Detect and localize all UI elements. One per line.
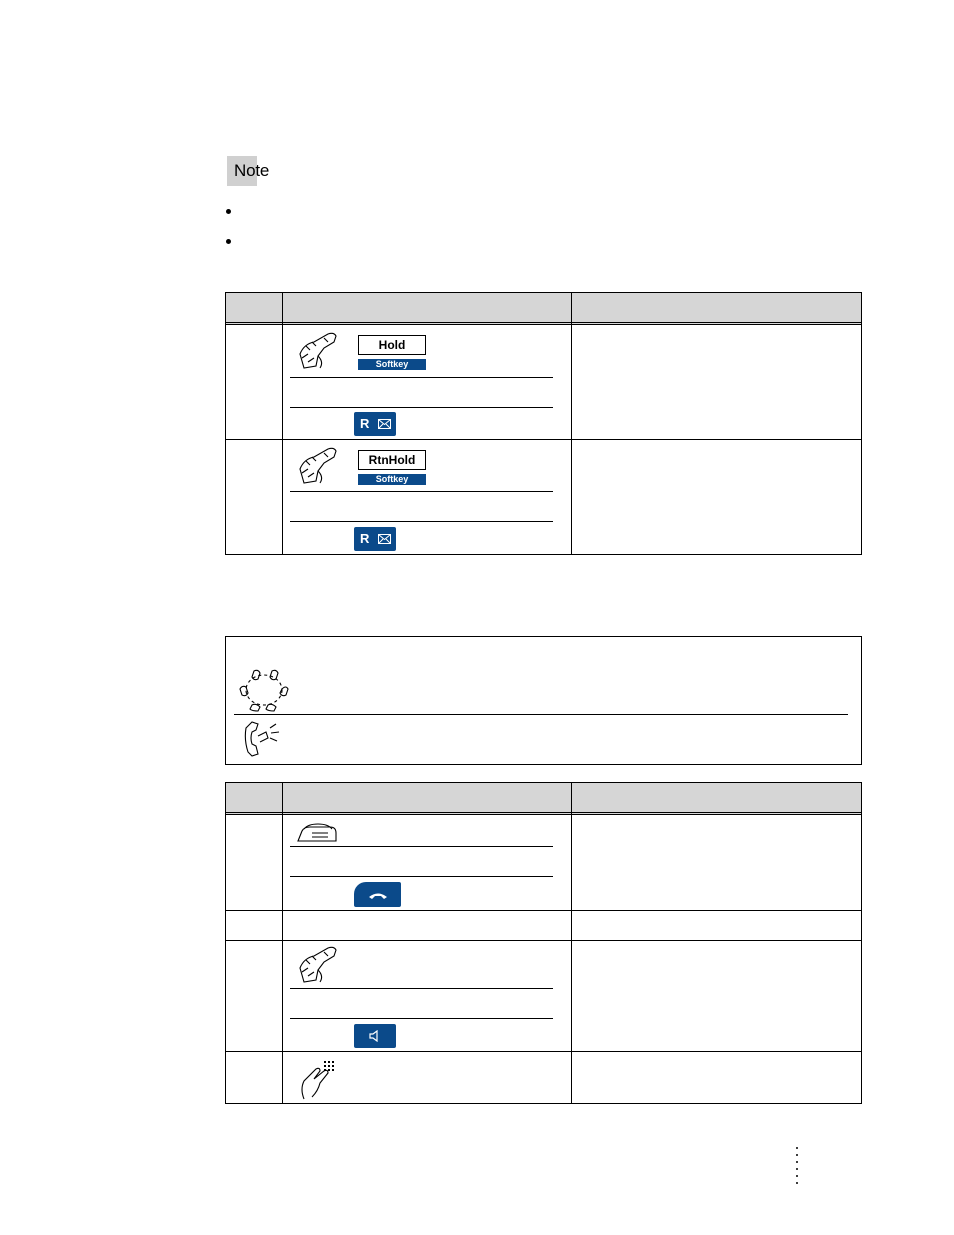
page-marker-dot [796, 1154, 798, 1156]
call-table-header [226, 783, 861, 815]
envelope-icon [378, 534, 391, 544]
option-separator [290, 491, 553, 492]
recall-message-key[interactable] [354, 412, 396, 436]
envelope-icon [378, 419, 391, 429]
option-separator [290, 988, 553, 989]
row-divider [226, 1051, 861, 1052]
note-bullet-2 [226, 239, 231, 244]
desk-phone-icon [294, 823, 340, 843]
page-marker-dot [796, 1168, 798, 1170]
hold-table [225, 292, 862, 555]
column-divider [571, 783, 572, 1103]
rtnhold-softkey-label[interactable]: RtnHold [358, 450, 426, 470]
speaker-key[interactable] [354, 1024, 396, 1048]
page-marker-dot [796, 1175, 798, 1177]
recall-message-key[interactable] [354, 527, 396, 551]
column-divider [571, 293, 572, 554]
recall-key-label: R [360, 531, 370, 546]
handset-in-hand-icon [294, 447, 342, 487]
page-marker-dot [796, 1147, 798, 1149]
softkey-caption: Softkey [358, 359, 426, 370]
page-marker-dot [796, 1182, 798, 1184]
row-divider [226, 940, 861, 941]
note-bullet-1 [226, 209, 231, 214]
hold-softkey-label[interactable]: Hold [358, 335, 426, 355]
option-separator [290, 876, 553, 877]
page-marker-dot [796, 1161, 798, 1163]
ringing-phone-icon [240, 720, 284, 760]
option-separator [290, 377, 553, 378]
end-call-key[interactable] [354, 882, 401, 907]
row-divider [226, 910, 861, 911]
note-heading: Note [234, 161, 270, 180]
row-divider [226, 439, 861, 440]
legend-separator [234, 714, 848, 715]
softkey-caption: Softkey [358, 474, 426, 485]
hold-table-header [226, 293, 861, 325]
speaker-icon [369, 1030, 381, 1042]
feature-legend-box [225, 636, 862, 765]
option-separator [290, 1018, 553, 1019]
option-separator [290, 846, 553, 847]
option-separator [290, 521, 553, 522]
column-divider [282, 783, 283, 1103]
handset-in-hand-icon [294, 946, 342, 986]
hang-up-icon [368, 890, 388, 900]
column-divider [282, 293, 283, 554]
recall-key-label: R [360, 416, 370, 431]
handset-in-hand-icon [294, 332, 342, 372]
keypad-hand-icon [298, 1059, 338, 1101]
option-separator [290, 407, 553, 408]
call-table [225, 782, 862, 1104]
conference-circle-icon [238, 667, 290, 713]
